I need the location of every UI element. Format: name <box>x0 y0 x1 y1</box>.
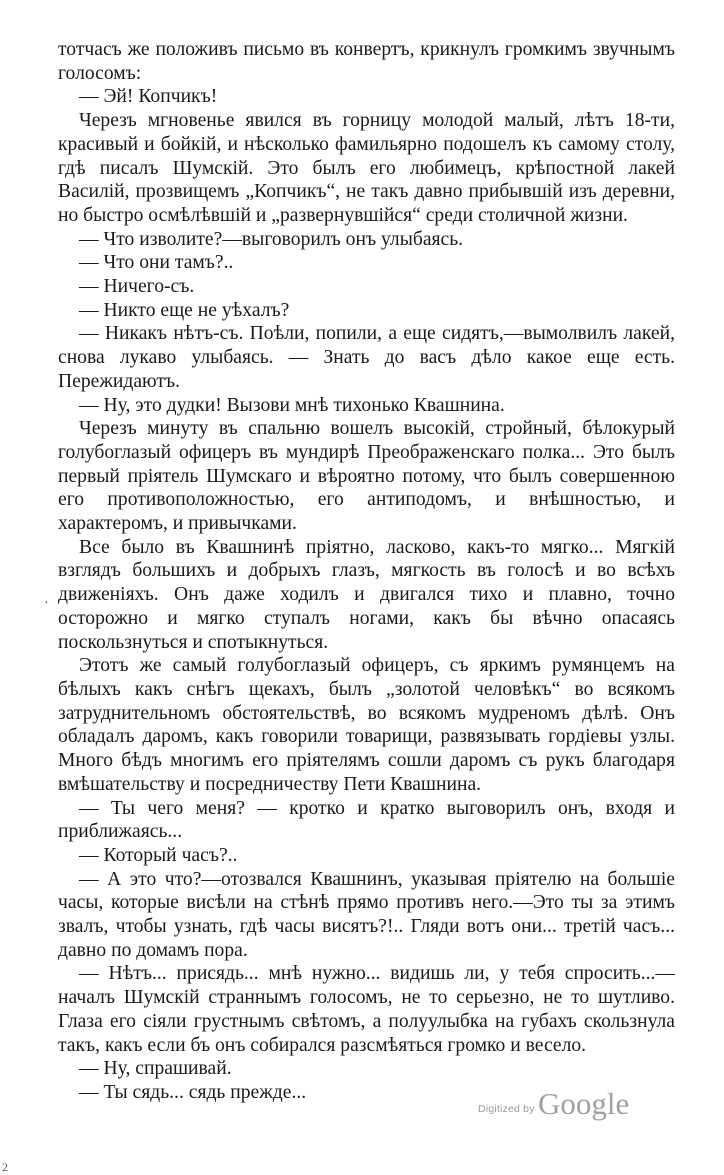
paragraph-17: — Ну, спрашивай. <box>79 1058 232 1080</box>
margin-speck: · <box>44 596 49 611</box>
paragraph-2: — Эй! Копчикъ! <box>79 86 218 108</box>
paragraph-8: — Никакъ нѣтъ-съ. Поѣли, попили, а еще сидятъ,—вымолвилъ лакей, снова лукаво улыбаясь. — Знать до васъ дѣло какое еще есть. Пережидаютъ. <box>58 323 675 392</box>
paragraph-1: тотчасъ же положивъ письмо въ конвертъ, крикнулъ громкимъ звучнымъ голосомъ: <box>58 39 675 84</box>
paragraph-12: Этотъ же самый голубоглазый офицеръ, съ яркимъ румянцемъ на бѣлыхъ какъ снѣгъ щекахъ, былъ „золотой человѣкъ“ во всякомъ затруднительномъ обстоятельствѣ, во всякомъ мудреномъ дѣлѣ. Онъ обладалъ даромъ, какъ говорили товарищи, развязывать гордіевы узлы. Много бѣдъ многимъ его пріятелямъ сошли даромъ съ рукъ благодаря вмѣшательству и посредничеству Пети Квашнина. <box>58 655 675 795</box>
paragraph-7: — Никто еще не уѣхалъ? <box>79 299 290 321</box>
paragraph-9: — Ну, это дудки! Вызови мнѣ тихонько Квашнина. <box>79 394 505 416</box>
paragraph-3: Черезъ мгновенье явился въ горницу молодой малый, лѣтъ 18-ти, красивый и бойкій, и нѣсколько фамильярно подошелъ къ самому столу, гдѣ писалъ Шумскій. Это былъ его любимецъ, крѣпостной лакей Василій, прозвищемъ „Копчикъ“, не такъ давно прибывшій изъ деревни, но быстро осмѣлѣвшій и „развернувшійся“ среди столичной жизни. <box>58 110 675 226</box>
book-page-text <box>58 38 675 1105</box>
paragraph-4: — Что изволите?—выговорилъ онъ улыбаясь. <box>79 228 464 250</box>
paragraph-6: — Ничего-съ. <box>79 276 195 298</box>
digitized-by-watermark <box>478 1086 648 1122</box>
paragraph-14: — Который часъ?.. <box>79 844 238 866</box>
paragraph-11: Все было въ Квашнинѣ пріятно, ласково, какъ-то мягко... Мягкій взглядъ большихъ и добрыхъ глазъ, мягкость въ голосѣ и во всѣхъ движеніяхъ. Онъ даже ходилъ и двигался тихо и плавно, точно осторожно и мягко ступалъ ногами, какъ бы вѣчно опасаясь поскользнуться и спотыкнуться. <box>58 536 675 653</box>
paragraph-15: — А это что?—отозвался Квашнинъ, указывая пріятелю на большіе часы, которые висѣли на стѣнѣ прямо противъ него.—Это ты за этимъ звалъ, чтобы узнать, гдѣ часы висятъ?!.. Гляди вотъ они... третій часъ... давно по домамъ пора. <box>58 868 675 961</box>
watermark-prefix: Digitized by <box>478 1103 535 1115</box>
corner-mark: 2 <box>2 1160 8 1174</box>
paragraph-13: — Ты чего меня? — кротко и кратко выговорилъ онъ, входя и приближаясь... <box>58 797 675 843</box>
paragraph-10: Черезъ минуту въ спальню вошелъ высокій, стройный, бѣлокурый голубоглазый офицеръ въ мундирѣ Преображенскаго полка... Это былъ первый пріятель Шумскаго и вѣроятно потому, что былъ совершенною его противоположностью, его антиподомъ, и внѣшностью, и характеромъ, и привычками. <box>58 418 675 535</box>
paragraph-16: — Нѣтъ... присядь... мнѣ нужно... видишь ли, у тебя спросить...—началъ Шумскій страннымъ голосомъ, не то серьезно, не то шутливо. Глаза его сіяли грустнымъ свѣтомъ, а полуулыбка на губахъ скользнула такъ, какъ если бъ онъ собирался разсмѣяться громко и весело. <box>58 963 675 1056</box>
paragraph-18: — Ты сядь... сядь прежде... <box>79 1081 307 1103</box>
paragraph-5: — Что они тамъ?.. <box>79 252 234 274</box>
google-logo: Google <box>538 1086 630 1121</box>
